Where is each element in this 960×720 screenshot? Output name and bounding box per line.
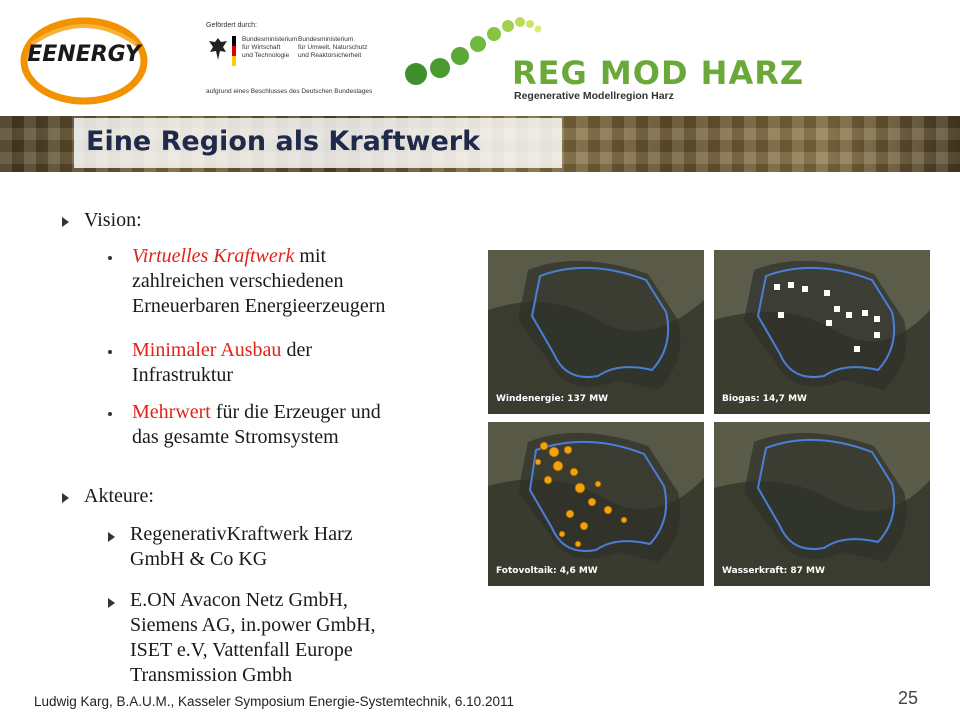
vision-bullet-1-rest: mit [294,245,327,267]
vision-bullet-2 [132,338,312,388]
vision-bullet-3-line2: das gesamte Stromsystem [132,426,339,448]
actor-1-line1: RegenerativKraftwerk Harz [130,523,353,545]
vision-bullet-3-rest: für die Erzeuger und [210,401,381,423]
vision-bullet-2-rest: der [281,339,312,361]
vision-bullet-1-line3: Erneuerbaren Energieerzeugern [132,295,386,317]
actor-2-line2: Siemens AG, in.power GmbH, [130,614,376,636]
eenergy-logo [18,14,150,108]
regmodharz-subtitle: Regenerative Modellregion Harz [514,90,674,102]
vision-bullet-2-line2: Infrastruktur [132,364,234,386]
vision-bullet-2-highlight: Minimaler Ausbau [132,339,282,361]
bullet-icon [108,350,112,354]
satellite-map-image [714,422,930,586]
actor-2-line4: Transmission Gmbh [130,664,293,686]
regmodharz-logo [402,16,805,110]
ministry-environment-text: Bundesministerium für Umwelt, Naturschutz und Reaktorsicherheit [298,36,368,59]
map-biogas-label: Biogas: 14,7 MW [722,394,807,404]
footer-citation: Ludwig Karg, B.A.U.M., Kasseler Symposium Energie-Systemtechnik, 6.10.2011 [34,694,514,709]
actors-arrow-icon [62,493,69,503]
bullet-icon [108,256,112,260]
vision-bullet-1 [132,244,385,319]
slide-title: Eine Region als Kraftwerk [86,126,481,157]
federal-eagle-icon [208,36,228,62]
map-wind [488,250,704,414]
satellite-map-image [714,250,930,414]
german-flag-icon [232,36,236,66]
actor-2-line3: ISET e.V, Vattenfall Europe [130,639,353,661]
vision-arrow-icon [62,217,69,227]
ministry-economy-text: Bundesministerium für Wirtschaft und Technologie [242,36,298,59]
map-pv [488,422,704,586]
actor-arrow-icon [108,532,115,542]
map-biogas [714,250,930,414]
bullet-icon [108,412,112,416]
bundestag-decision-text: aufgrund eines Beschlusses des Deutschen Bundestages [206,88,373,95]
satellite-map-image [488,250,704,414]
map-hydro-label: Wasserkraft: 87 MW [722,566,825,576]
vision-bullet-3-highlight: Mehrwert [132,401,211,423]
actor-2 [130,588,376,688]
eenergy-logo-text: EENERGY [27,42,141,67]
map-wind-label: Windenergie: 137 MW [496,394,609,404]
actors-heading: Akteure: [84,485,154,507]
funded-by-text: Gefördert durch: [206,22,257,29]
vision-bullet-1-highlight: Virtuelles Kraftwerk [132,245,295,267]
ministry-logo [200,22,390,102]
vision-bullet-1-line2: zahlreichen verschiedenen [132,270,344,292]
regmodharz-name: REG MOD HARZ [512,54,805,92]
page-number: 25 [898,688,919,708]
map-pv-label: Fotovoltaik: 4,6 MW [496,566,598,576]
actor-1-line2: GmbH & Co KG [130,548,268,570]
map-hydro [714,422,930,586]
vision-bullet-3 [132,400,381,450]
actor-arrow-icon [108,598,115,608]
actor-2-line1: E.ON Avacon Netz GmbH, [130,589,348,611]
vision-heading: Vision: [84,209,142,231]
actor-1 [130,522,353,572]
satellite-map-image [488,422,704,586]
